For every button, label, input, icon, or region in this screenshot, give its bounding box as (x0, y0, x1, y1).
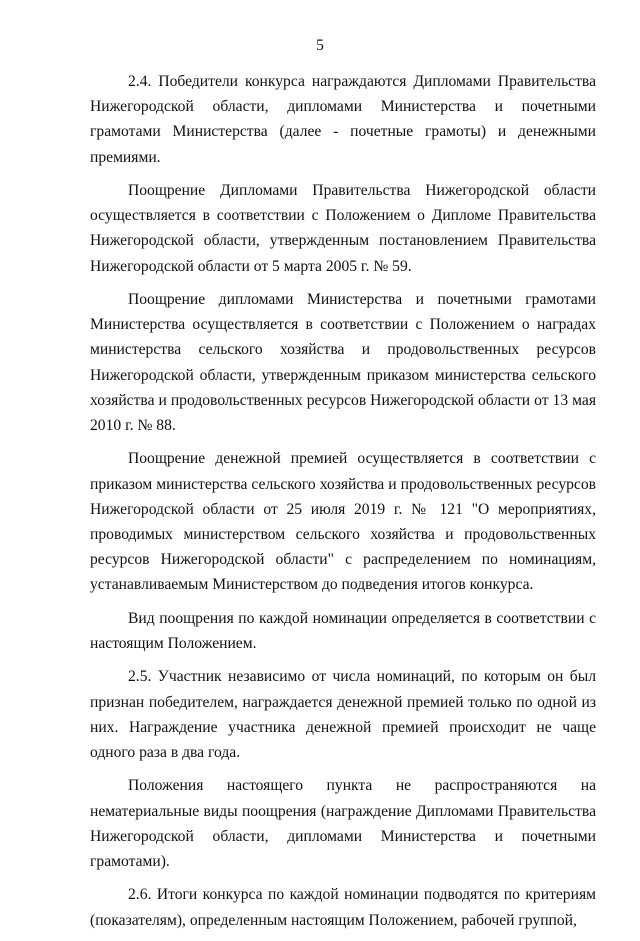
paragraph-cash-prize: Поощрение денежной премией осуществляется в соответствии с приказом министерства сельского хозяйства и продовольственных ресурсов Нижегородской области от 25 июля 2019 г. № 121 "О мероприятиях, проводимых министерством сельского хозяйства и продовольственных ресурсов Нижегородской области" с распределением по номинациям, устанавливаемым Министерством до подведения итогов конкурса. (90, 450, 596, 594)
paragraph-reward-type: Вид поощрения по каждой номинации определяется в соответствии с настоящим Положением. (90, 609, 596, 653)
paragraph-non-material-rewards: Положения настоящего пункта не распространяются на нематериальные виды поощрения (награждение Дипломами Правительства Нижегородской области, дипломами Министерства и почетными грамотами). (90, 777, 596, 871)
paragraph-government-diplomas: Поощрение Дипломами Правительства Нижегородской области осуществляется в соответствии с Положением о Дипломе Правительства Нижегородской области, утвержденным постановлением Правительства Нижегородской области от 5 марта 2005 г. № 59. (90, 182, 596, 275)
document-body (90, 69, 596, 941)
paragraph-2-5: 2.5. Участник независимо от числа номинаций, по которым он был признан победителем, награждается денежной премией только по одной из них. Награждение участника денежной премией происходит не чаще одного раза в два года. (90, 668, 596, 762)
paragraph-2-4: 2.4. Победители конкурса награждаются Дипломами Правительства Нижегородской области, дипломами Министерства и почетными грамотами Министерства (далее - почетные грамоты) и денежными премиями. (90, 73, 596, 166)
paragraph-2-6: 2.6. Итоги конкурса по каждой номинации подводятся по критериям (показателям), определенным настоящим Положением, рабочей группой, (90, 886, 596, 929)
page-number: 5 (316, 37, 324, 54)
paragraph-ministry-diplomas: Поощрение дипломами Министерства и почетными грамотами Министерства осуществляется в соответствии с Положением о наградах министерства сельского хозяйства и продовольственных ресурсов Нижегородской области, утвержденным приказом министерства сельского хозяйства и продовольственных ресурсов Нижегородской области от 13 мая 2010 г. № 88. (90, 291, 596, 435)
